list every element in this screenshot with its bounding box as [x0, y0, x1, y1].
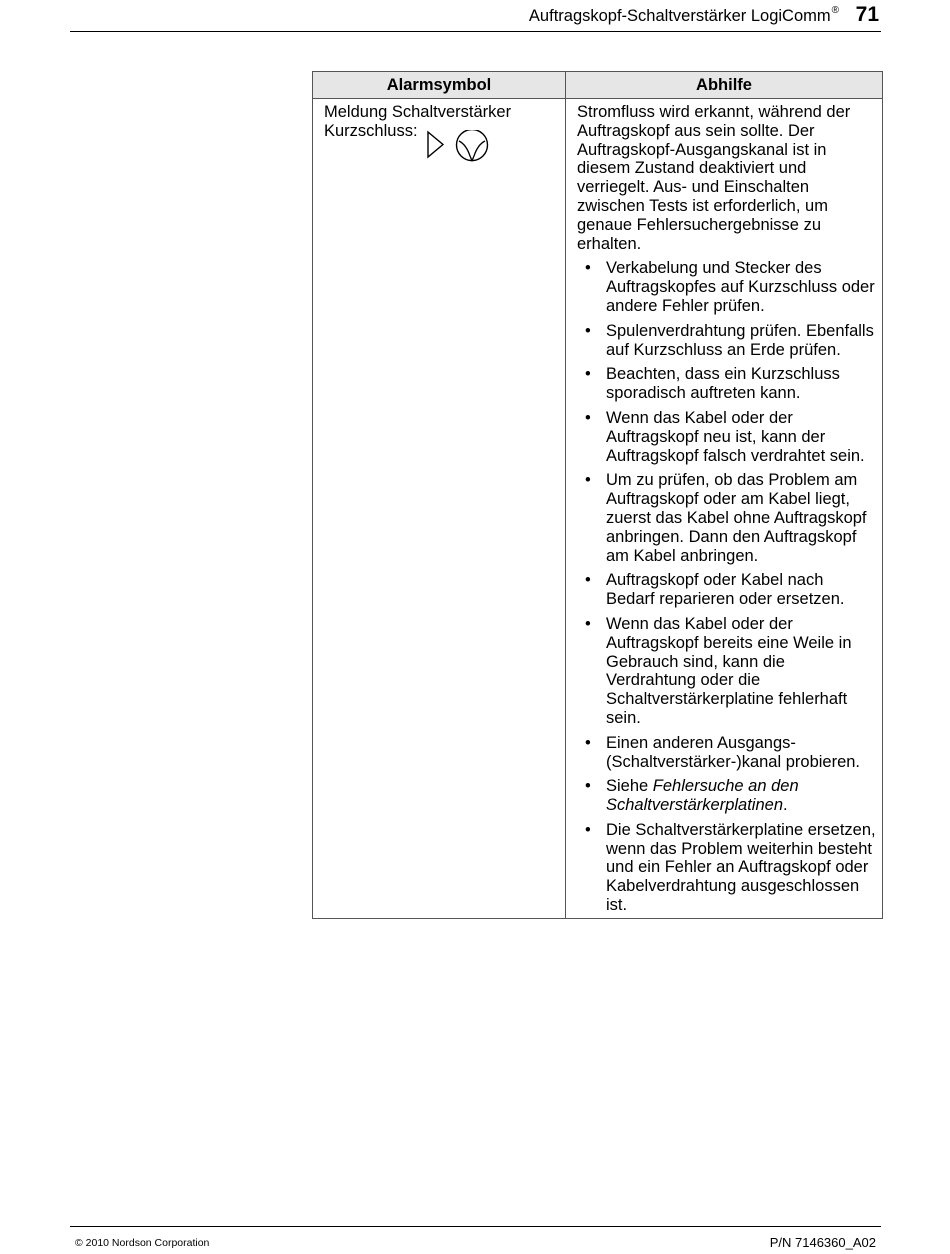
- bullet-icon: •: [585, 408, 591, 427]
- list-item-text: Beachten, dass ein Kurzschluss sporadisch auftreten kann.: [606, 365, 840, 403]
- list-item-text: Wenn das Kabel oder der Auftragskopf bereits eine Weile in Gebrauch sind, kann die Verdrahtung oder die Schaltverstärkerplatine fehlerhaft sein.: [606, 614, 852, 727]
- copyright: © 2010 Nordson Corporation: [75, 1237, 210, 1249]
- list-item: [577, 734, 876, 772]
- list-item-text: Spulenverdrahtung prüfen. Ebenfalls auf Kurzschluss an Erde prüfen.: [606, 321, 874, 359]
- alarm-table: [312, 71, 883, 919]
- page-number: 71: [855, 3, 879, 26]
- alarm-symbol-cell: [313, 99, 566, 919]
- see-also-reference: Fehlersuche an den Schaltverstärkerplatinen: [606, 777, 799, 815]
- table-row: [313, 99, 883, 919]
- short-circuit-circle-icon: [457, 130, 488, 161]
- bullet-icon: •: [585, 471, 591, 490]
- column-header-abhilfe: Abhilfe: [566, 72, 883, 99]
- header-title-text: Auftragskopf-Schaltverstärker LogiComm: [528, 7, 831, 25]
- list-item: [577, 571, 876, 609]
- bullet-icon: •: [585, 777, 591, 796]
- bullet-icon: •: [585, 733, 591, 752]
- list-item: [577, 615, 876, 728]
- page-header: [70, 0, 881, 32]
- bullet-icon: •: [585, 614, 591, 633]
- list-item-text: Verkabelung und Stecker des Auftragskopfes auf Kurzschluss oder andere Fehler prüfen.: [606, 259, 875, 315]
- list-item: [577, 259, 876, 315]
- remedy-list: [577, 259, 876, 915]
- bullet-icon: •: [585, 321, 591, 340]
- play-triangle-icon: [428, 132, 443, 157]
- header-title: [529, 7, 839, 26]
- table-header-row: [313, 72, 883, 99]
- list-item: [577, 322, 876, 360]
- bullet-icon: •: [585, 365, 591, 384]
- alarm-icons: [426, 130, 492, 164]
- list-item: [577, 409, 876, 465]
- part-number: P/N 7146360_A02: [769, 1235, 876, 1250]
- see-also-prefix: Siehe: [606, 777, 653, 796]
- alarm-symbol-text: Meldung Schaltverstärker Kurzschluss:: [324, 103, 512, 140]
- list-item-see-also: [577, 777, 876, 815]
- list-item: [577, 821, 876, 915]
- list-item: [577, 471, 876, 565]
- list-item: [577, 365, 876, 403]
- page-footer: [70, 1226, 881, 1250]
- list-item-text: Die Schaltverstärkerplatine ersetzen, wenn das Problem weiterhin besteht und ein Fehler an Auftragskopf oder Kabelverdrahtung ausgeschlossen ist.: [606, 820, 876, 915]
- bullet-icon: •: [585, 571, 591, 590]
- remedy-cell: [566, 99, 883, 919]
- list-item-text: Einen anderen Ausgangs- (Schaltverstärker-)kanal probieren.: [606, 733, 861, 771]
- list-item-text: Auftragskopf oder Kabel nach Bedarf reparieren oder ersetzen.: [606, 571, 845, 609]
- bullet-icon: •: [585, 820, 591, 839]
- remedy-intro: Stromfluss wird erkannt, während der Auftragskopf aus sein sollte. Der Auftragskopf-Ausgangskanal ist in diesem Zustand deaktiviert und verriegelt. Aus- und Einschalten zwischen Tests ist erforderlich, um genaue Fehlersuchergebnisse zu erhalten.: [577, 103, 851, 253]
- column-header-alarmsymbol: Alarmsymbol: [313, 72, 566, 99]
- see-also-suffix: .: [783, 796, 788, 815]
- bullet-icon: •: [585, 259, 591, 278]
- list-item-text: Wenn das Kabel oder der Auftragskopf neu ist, kann der Auftragskopf falsch verdrahtet sein.: [606, 408, 865, 465]
- list-item-text: Um zu prüfen, ob das Problem am Auftragskopf oder am Kabel liegt, zuerst das Kabel ohne Auftragskopf anbringen. Dann den Auftragskopf am Kabel anbringen.: [606, 471, 867, 565]
- trademark-symbol: ®: [831, 5, 839, 16]
